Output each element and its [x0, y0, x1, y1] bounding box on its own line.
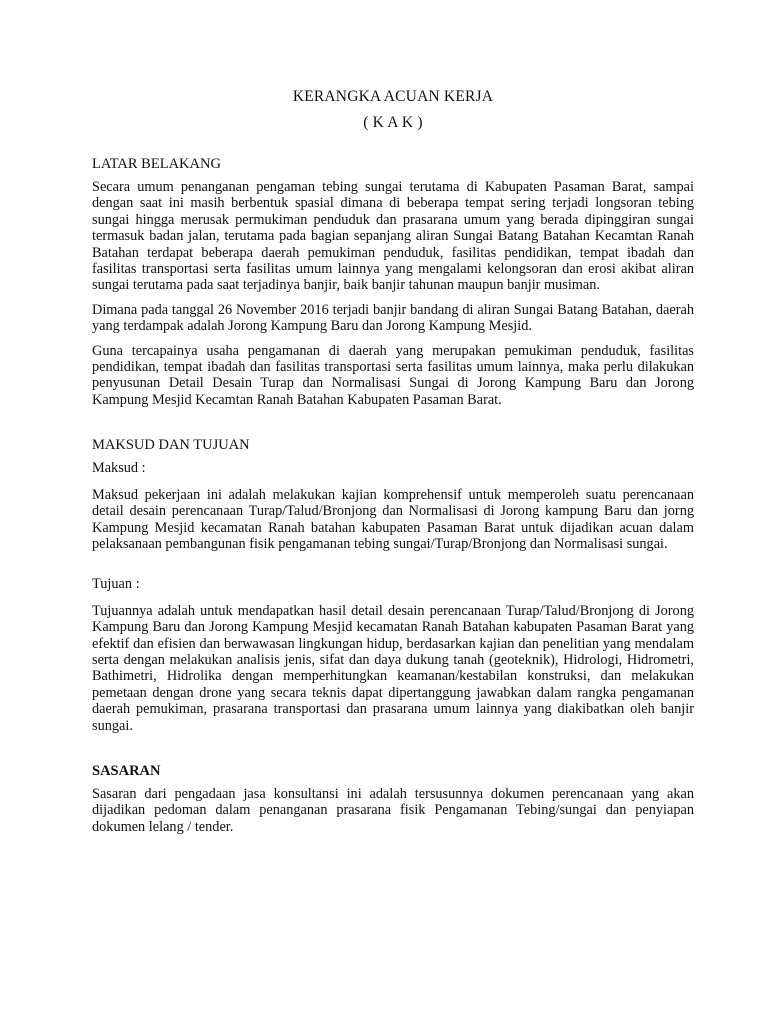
section-heading-sasaran: SASARAN: [92, 762, 161, 779]
tujuan-label: Tujuan :: [92, 576, 140, 593]
section-heading-latar-belakang: LATAR BELAKANG: [92, 156, 221, 172]
paragraph-latar-belakang-1: Secara umum penanganan pengaman tebing sungai terutama di Kabupaten Pasaman Barat, sampai dengan saat ini masih berbentuk spasial dimana di beberapa tempat sering terjadi longsoran tebing sungai hingga merusak permukiman penduduk dan prasarana umum yang berada dipinggiran sungai termasuk badan jalan, terutama pada bagian sepanjang aliran Sungai Batang Batahan Kecamtan Ranah Batahan terdapat beberapa daerah pemukiman penduduk, fasilitas pendidikan, tempat ibadah dan fasilitas transportasi serta fasilitas umum lainnya yang mengalami kelongsoran dan erosi akibat aliran sungai terutama pada saat terjadinya banjir, baik banjir tahunan maupun banjir musiman.: [92, 179, 694, 294]
paragraph-latar-belakang-2: Dimana pada tanggal 26 November 2016 terjadi banjir bandang di aliran Sungai Batang Batahan, daerah yang terdampak adalah Jorong Kampung Baru dan Jorong Kampung Mesjid.: [92, 301, 694, 335]
paragraph-maksud: Maksud pekerjaan ini adalah melakukan kajian komprehensif untuk memperoleh suatu perencanaan detail desain perencanaan Turap/Talud/Bronjong dan Normalisasi di Jorong kampung Baru dan jorng Kampung Mesjid kecamatan Ranah batahan kabupaten Pasaman Barat untuk dijadikan acuan dalam pelaksanaan pembangunan fisik pengamanan tebing sungai/Turap/Bronjong dan Normalisasi sungai.: [92, 486, 694, 552]
document-title: KERANGKA ACUAN KERJA: [292, 88, 494, 105]
document-subtitle: ( K A K ): [363, 114, 423, 131]
paragraph-latar-belakang-3: Guna tercapainya usaha pengamanan di daerah yang merupakan pemukiman penduduk, fasilitas pendidikan, tempat ibadah dan fasilitas transportasi serta fasilitas umum lainnya, maka perlu dilakukan penyusunan Detail Desain Turap dan Normalisasi Sungai di Jorong Kampung Baru dan Jorong Kampung Mesjid Kecamtan Ranah Batahan Kabupaten Pasaman Barat.: [92, 342, 694, 408]
paragraph-tujuan: Tujuannya adalah untuk mendapatkan hasil detail desain perencanaan Turap/Talud/Bronjong di Jorong Kampung Baru dan Jorong Kampung Mesjid kecamatan Ranah Batahan kabupaten Pasaman Barat yang efektif dan efisien dan berwawasan lingkungan hidup, berdasarkan kajian dan penelitian yang mendalam serta dengan melakukan analisis jenis, sifat dan daya dukung tanah (geoteknik), Hidrologi, Hidrometri, Bathimetri, Hidrolika dengan memperhitungkan keamanan/kestabilan konstruksi, dan melakukan pemetaan dengan drone yang secara teknis dapat dipertanggung jawabkan dalam rangka pengamanan daerah pemukiman, prasarana transportasi dan prasarana umum lainnya yang diakibatkan oleh banjir sungai.: [92, 602, 694, 734]
section-sasaran: [92, 762, 694, 835]
maksud-label: Maksud :: [92, 460, 146, 477]
section-latar-belakang: [92, 155, 694, 408]
section-heading-maksud-tujuan: MAKSUD DAN TUJUAN: [92, 437, 250, 454]
document-page: [92, 86, 694, 843]
section-maksud-tujuan: [92, 436, 694, 734]
paragraph-sasaran: Sasaran dari pengadaan jasa konsultansi ini adalah tersusunnya dokumen perencanaan yang akan dijadikan pedoman dalam penanganan prasarana fisik Pengamanan Tebing/sungai dan penyiapan dokumen lelang / tender.: [92, 785, 694, 835]
